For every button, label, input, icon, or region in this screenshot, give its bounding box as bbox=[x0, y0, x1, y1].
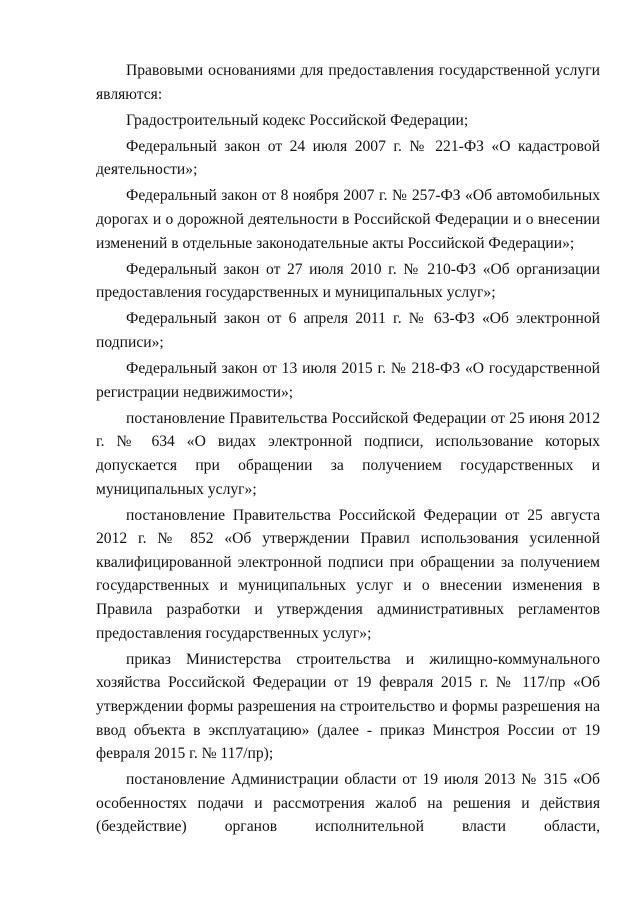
document-body bbox=[96, 59, 600, 842]
paragraph-resolution-315: постановление Администрации области от 19 июля 2013 № 315 «Об особенностях подачи и рассмотрения жалоб на решения и действия (бездействие) органов исполнительной власти области, bbox=[96, 771, 600, 836]
paragraph-resolution-634: постановление Правительства Российской Федерации от 25 июня 2012 г. № 634 «О видах электронной подписи, использование которых допускается при обращении за получением государственных и муниципальных услуг»; bbox=[96, 409, 600, 498]
paragraph-law-210-fz: Федеральный закон от 27 июля 2010 г. № 210-ФЗ «Об организации предоставления государственных и муниципальных услуг»; bbox=[96, 260, 600, 302]
paragraph-law-218-fz: Федеральный закон от 13 июля 2015 г. № 218-ФЗ «О государственной регистрации недвижимости»; bbox=[96, 360, 600, 401]
paragraph-law-63-fz: Федеральный закон от 6 апреля 2011 г. № 63-ФЗ «Об электронной подписи»; bbox=[96, 310, 600, 352]
paragraph-law-257-fz: Федеральный закон от 8 ноября 2007 г. № 257-ФЗ «Об автомобильных дорогах и о дорожной деятельности в Российской Федерации и о внесении изменений в отдельные законодательные акты Российской Федерации»; bbox=[96, 187, 600, 252]
paragraph-law-221-fz: Федеральный закон от 24 июля 2007 г. № 221-ФЗ «О кадастровой деятельности»; bbox=[96, 137, 600, 179]
paragraph-legal-grounds-intro: Правовыми основаниями для предоставления государственной услуги являются: bbox=[96, 62, 600, 103]
paragraph-resolution-852: постановление Правительства Российской Федерации от 25 августа 2012 г. № 852 «Об утверждении Правил использования усиленной квалифицированной электронной подписи при обращении за получением государственных и муниципальных услуг и о внесении изменения в Правила разработки и утверждения административных регламентов предоставления государственных услуг»; bbox=[96, 506, 600, 642]
paragraph-urban-planning-code: Градостроительный кодекс Российской Федерации; bbox=[126, 111, 469, 129]
paragraph-order-117-pr: приказ Министерства строительства и жилищно-коммунального хозяйства Российской Федерации от 19 февраля 2015 г. № 117/пр «Об утверждении формы разрешения на строительство и формы разрешения на ввод объекта в эксплуатацию» (далее - приказ Минстроя России от 19 февраля 2015 г. № 117/пр); bbox=[96, 650, 600, 763]
